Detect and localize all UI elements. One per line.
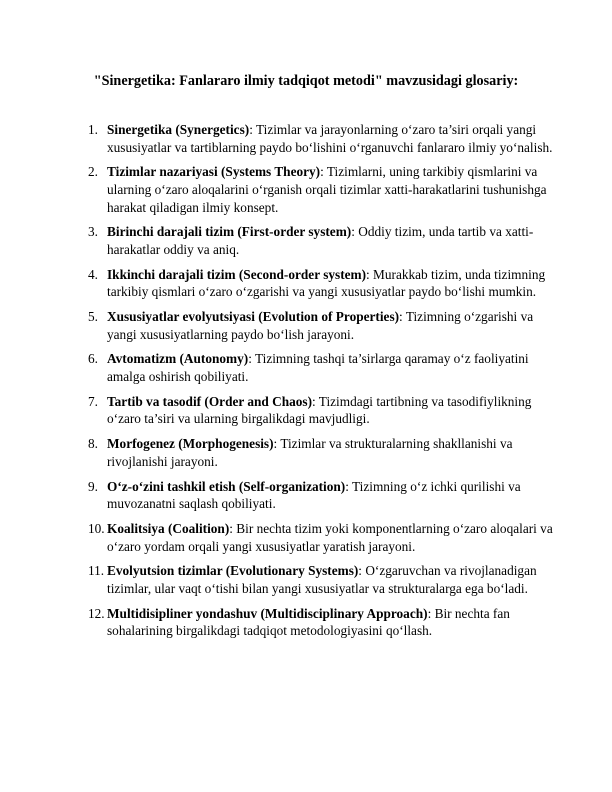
item-number: 5. [88,309,98,325]
item-term: Ikkinchi darajali tizim (Second-order system) [107,266,367,282]
item-definition: : Tizimlar va jarayonlarning o‘zaro ta’siri orqali yangi xususiyatlar va tartiblarning paydo bo‘lishini o‘rganuvchi fanlararo ilmiy yo‘nalish. [107,122,553,155]
item-definition: : Bir nechta fan sohalarining birgalikdagi tadqiqot metodologiyasini qo‘llash. [107,605,510,639]
item-number: 6. [88,351,98,367]
item-definition: : Tizimlar va strukturalarning shakllanishi va rivojlanishi jarayoni. [107,436,513,469]
glossary-item [88,121,558,156]
item-term: O‘z-o‘zini tashkil etish (Self-organization) [107,478,346,494]
item-definition: : Tizimning o‘z ichki qurilishi va muvozanatni saqlash qobiliyati. [107,478,521,512]
glossary-item [88,163,558,216]
item-number: 2. [88,164,98,180]
glossary-item [88,605,558,640]
glossary-list [88,121,558,647]
item-number: 12. [88,605,105,621]
item-term: Sinergetika (Synergetics) [107,122,250,137]
item-number: 4. [88,266,98,282]
glossary-item [88,308,558,343]
item-number: 11. [88,563,105,579]
item-term: Morfogenez (Morphogenesis) [107,436,274,452]
glossary-item [88,223,558,258]
item-number: 10. [88,520,105,536]
glossary-item [88,435,558,470]
item-term: Birinchi darajali tizim (First-order system) [107,224,352,240]
glossary-item [88,350,558,385]
document-title: "Sinergetika: Fanlararo ilmiy tadqiqot metodi" mavzusidagi glosariy: [93,73,519,89]
item-term: Multidisipliner yondashuv (Multidisciplinary Approach) [107,605,428,621]
item-number: 8. [88,436,98,452]
glossary-item [88,393,558,428]
item-definition: : Tizimning tashqi ta’sirlarga qaramay o‘z faoliyatini amalga oshirish qobiliyati. [107,351,529,385]
item-term: Avtomatizm (Autonomy) [107,351,249,367]
item-term: Xususiyatlar evolyutsiyasi (Evolution of Properties) [107,309,400,325]
item-definition: : Tizimlarni, uning tarkibiy qismlarini va ularning o‘zaro aloqalarini o‘rganish orqali tizimlar xatti-harakatlarini tushunishga harakat qiladigan ilmiy konsept. [107,164,547,215]
glossary-item [88,478,558,513]
item-term: Tizimlar nazariyasi (Systems Theory) [107,164,321,180]
item-term: Evolyutsion tizimlar (Evolutionary Systems) [107,563,359,579]
item-number: 1. [88,122,98,137]
item-definition: : Tizimning o‘zgarishi va yangi xususiyatlarning paydo bo‘lish jarayoni. [107,309,534,342]
glossary-item [88,266,558,301]
item-term: Tartib va tasodif (Order and Chaos) [107,393,313,409]
item-definition: : Tizimdagi tartibning va tasodifiylikning o‘zaro ta’siri va ularning birgalikdagi mavjudligi. [107,393,532,427]
item-definition: : Murakkab tizim, unda tizimning tarkibiy qismlari o‘zaro o‘zgarishi va yangi xususiyatlar paydo bo‘lishi mumkin. [107,266,546,300]
item-term: Koalitsiya (Coalition) [107,520,230,536]
glossary-item [88,562,558,597]
item-definition: : Oddiy tizim, unda tartib va xatti-harakatlar oddiy va aniq. [107,224,534,257]
item-definition: : Bir nechta tizim yoki komponentlarning o‘zaro aloqalari va o‘zaro yordam orqali yangi xususiyatlar yaratish jarayoni. [107,520,553,554]
item-number: 9. [88,478,98,494]
item-definition: : O‘zgaruvchan va rivojlanadigan tizimlar, ular vaqt o‘tishi bilan yangi xususiyatlar va strukturalarga ega bo‘ladi. [107,563,537,596]
glossary-item [88,520,558,555]
item-number: 3. [88,224,98,240]
item-number: 7. [88,393,98,409]
